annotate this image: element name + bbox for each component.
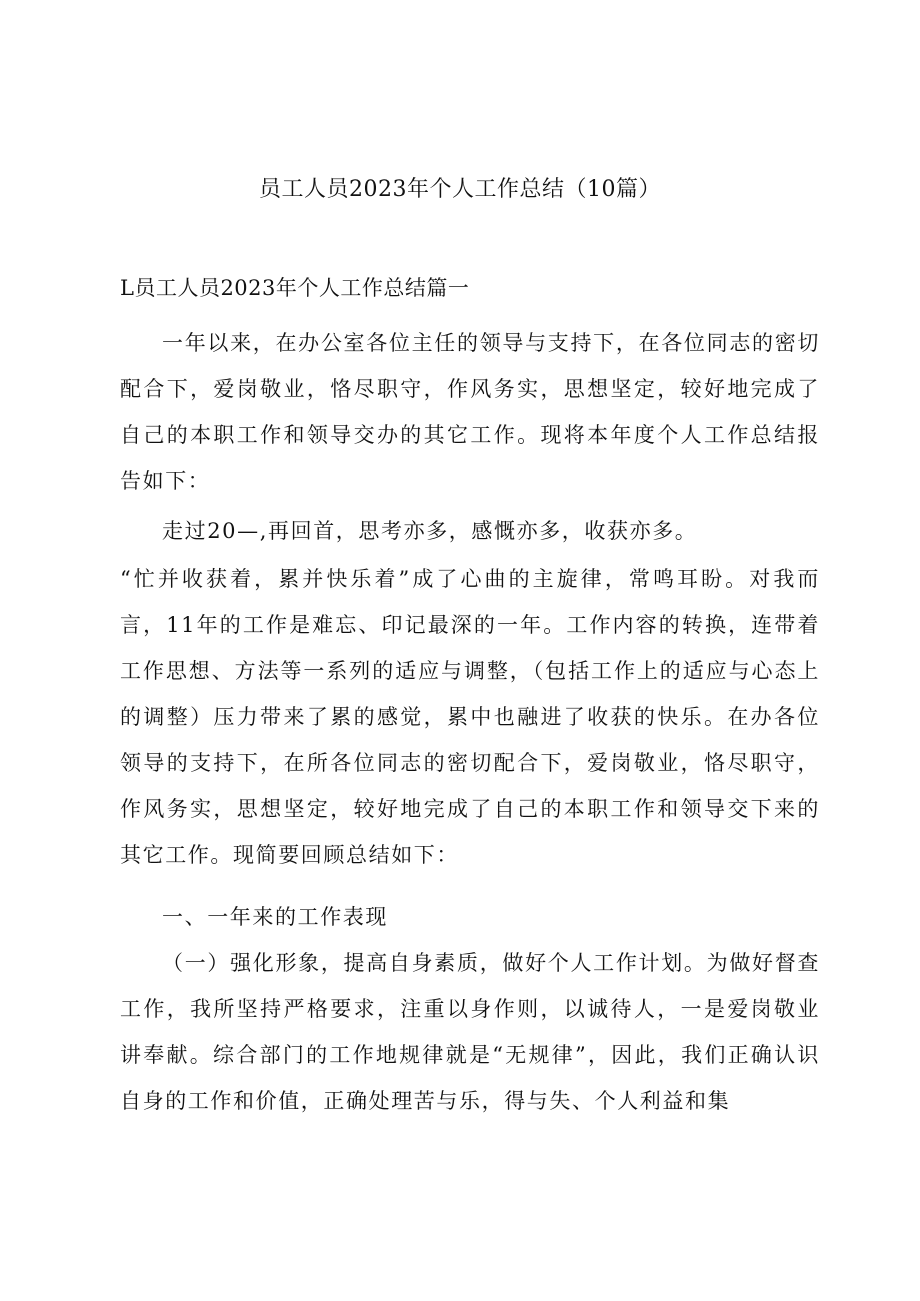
document-title: 员工人员2023年个人工作总结（10篇） (259, 177, 661, 202)
paragraph-look-back: 走过20—,再回首，思考亦多，感慨亦多，收获亦多。 (162, 519, 698, 543)
paragraph-point-one: （一）强化形象，提高自身素质，做好个人工作计划。为做好督查工作，我所坚持严格要求，注重以身作则，以诚待人，一是爱岗敬业讲奉献。综合部门的工作地规律就是“无规律”，因此，我们正确认识自身的工作和价值，正确处理苦与乐，得与失、个人利益和集 (120, 951, 820, 1113)
sub-heading: 一、一年来的工作表现 (162, 905, 388, 929)
section-heading: L员工人员2023年个人工作总结篇一 (120, 276, 470, 300)
paragraph-intro: 一年以来，在办公室各位主任的领导与支持下，在各位同志的密切配合下，爱岗敬业，恪尽职守，作风务实，思想坚定，较好地完成了自己的本职工作和领导交办的其它工作。现将本年度个人工作总结报告如下： (120, 331, 820, 493)
paragraph-busy: “忙并收获着，累并快乐着”成了心曲的主旋律，常鸣耳盼。对我而言，11年的工作是难忘、印记最深的一年。工作内容的转换，连带着工作思想、方法等一系列的适应与调整，（包括工作上的适应与心态上的调整）压力带来了累的感觉，累中也融进了收获的快乐。在办各位领导的支持下，在所各位同志的密切配合下，爱岗敬业，恪尽职守，作风务实，思想坚定，较好地完成了自己的本职工作和领导交下来的其它工作。现简要回顾总结如下： (120, 567, 820, 867)
